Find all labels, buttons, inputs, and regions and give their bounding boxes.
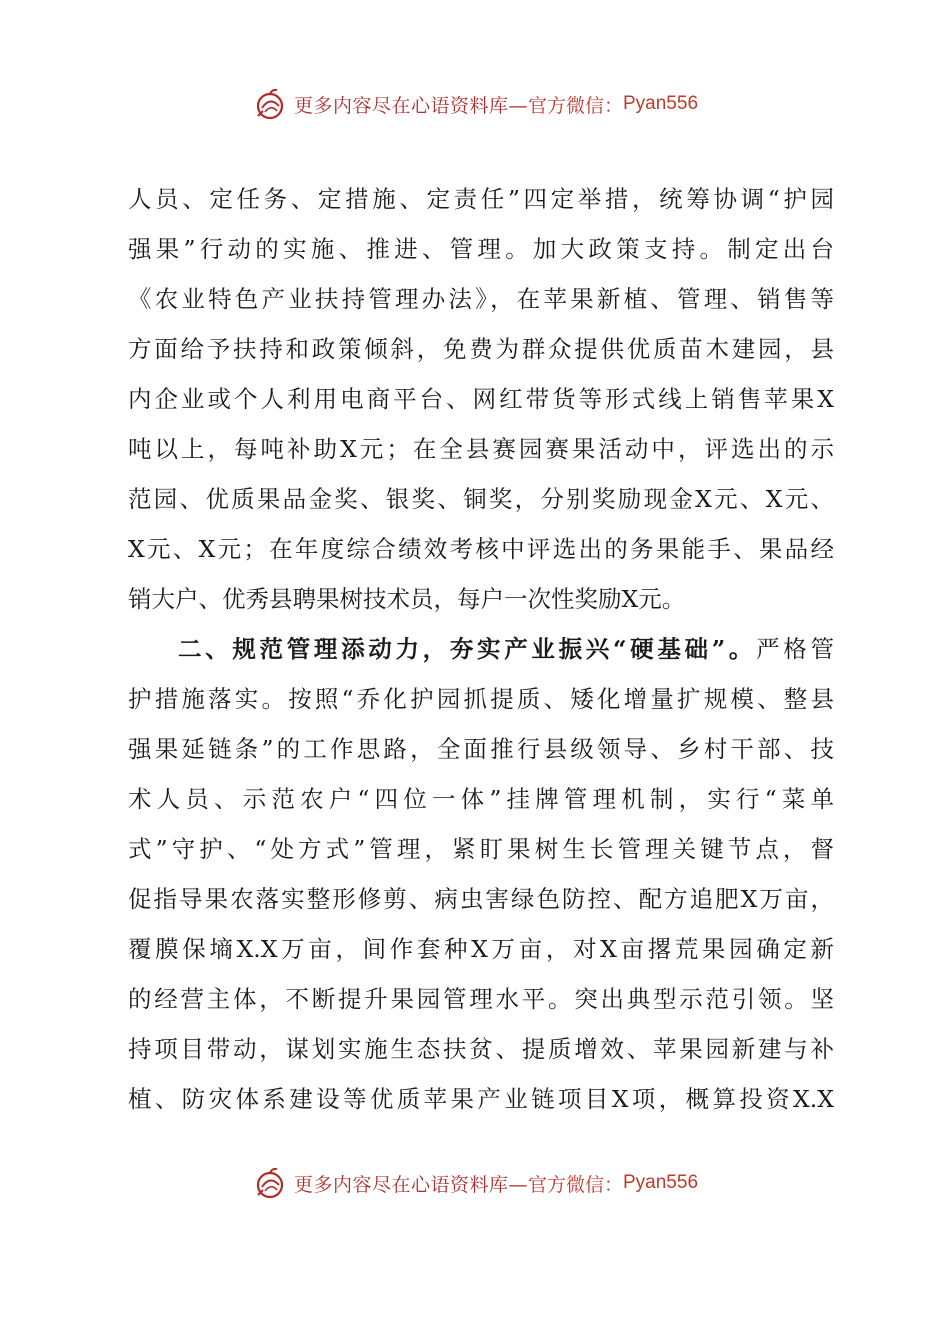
banner-wechat-id: Pyan556 [623,1172,699,1193]
text-line: 方面给予扶持和政策倾斜，免费为群众提供优质苗木建园，县 [128,335,834,363]
text-line: 强果延链条”的工作思路，全面推行县级领导、乡村干部、技 [128,735,834,763]
text-line: 销大户、优秀县聘果树技术员，每户一次性奖励X元。 [128,585,686,613]
banner-slogan: 更多内容尽在心语资料库— [293,1173,528,1196]
banner-wechat-id: Pyan556 [623,93,699,114]
text-line: 范园、优质果品金奖、银奖、铜奖，分别奖励现金X元、X元、 [128,485,834,513]
section-heading-tail: 严格管 [756,635,834,663]
text-line: 《农业特色产业扶持管理办法》，在苹果新植、管理、销售等 [128,285,834,313]
text-line: 吨以上，每吨补助X元；在全县赛园赛果活动中，评选出的示 [128,435,834,463]
text-line: 促指导果农落实整形修剪、病虫害绿色防控、配方追肥X万亩， [128,885,834,913]
text-line: 护措施落实。按照“乔化护园抓提质、矮化增量扩规模、整县 [128,685,834,713]
text-line: 式”守护、“处方式”管理，紧盯果树生长管理关键节点，督 [128,835,834,863]
footer-watermark-banner [0,1163,950,1203]
text-line: 人员、定任务、定措施、定责任”四定举措，统筹协调“护园 [128,185,834,213]
section-heading: 二、规范管理添动力，夯实产业振兴“硬基础”。 [178,635,757,663]
document-body [128,174,834,1124]
text-line: 植、防灾体系建设等优质苹果产业链项目X项，概算投资X.X [128,1085,834,1113]
text-line: 强果”行动的实施、推进、管理。加大政策支持。制定出台 [128,235,834,263]
banner-wechat-label: 官方微信： [527,1173,623,1196]
banner-slogan: 更多内容尽在心语资料库— [293,94,528,117]
text-line: X元、X元；在年度综合绩效考核中评选出的务果能手、果品经 [128,535,834,563]
section-heading-line [128,624,834,674]
banner-wechat-label: 官方微信： [527,94,623,117]
text-line: 的经营主体，不断提升果园管理水平。突出典型示范引领。坚 [128,985,834,1013]
text-line: 内企业或个人利用电商平台、网红带货等形式线上销售苹果X [128,385,834,413]
header-watermark-banner [0,84,950,124]
apple-logo-icon [252,86,288,122]
text-line: 持项目带动，谋划实施生态扶贫、提质增效、苹果园新建与补 [128,1035,834,1063]
text-line: 术人员、示范农户“四位一体”挂牌管理机制，实行“菜单 [128,785,834,813]
text-line: 覆膜保墒X.X万亩，间作套种X万亩，对X亩撂荒果园确定新 [128,935,834,963]
apple-logo-icon [252,1165,288,1201]
